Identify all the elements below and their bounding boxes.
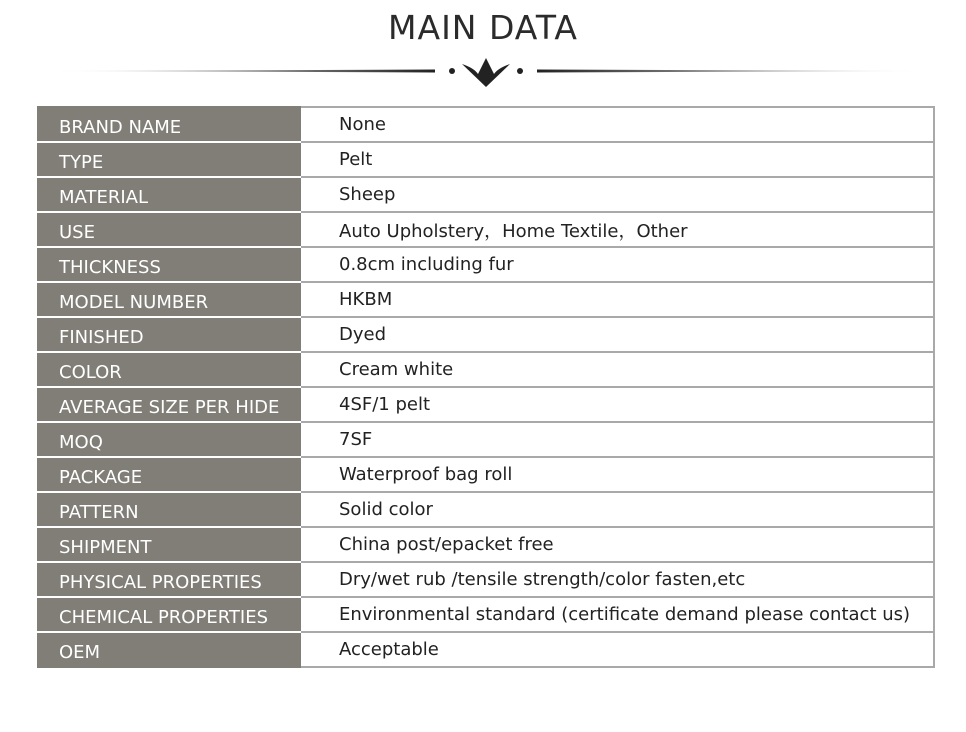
spec-label: TYPE [38,142,301,177]
divider-dot-right [517,68,523,74]
table-row [38,317,934,352]
spec-value: 0.8cm including fur [301,247,934,282]
spec-value: Solid color [301,492,934,527]
spec-value: None [301,107,934,142]
spec-label: MODEL NUMBER [38,282,301,317]
table-row [38,352,934,387]
table-row [38,562,934,597]
spec-value: 7SF [301,422,934,457]
table-row [38,492,934,527]
page-title: MAIN DATA [388,8,578,47]
spec-label: OEM [38,632,301,667]
table-row [38,247,934,282]
table-row [38,597,934,632]
spec-value: Pelt [301,142,934,177]
spec-label: USE [38,212,301,247]
table-row [38,632,934,667]
table-row [38,527,934,562]
spec-value: HKBM [301,282,934,317]
spec-label: CHEMICAL PROPERTIES [38,597,301,632]
spec-label: BRAND NAME [38,107,301,142]
spec-value: Auto Upholstery，Home Textile，Other [301,212,934,247]
spec-value: China post/epacket free [301,527,934,562]
spec-value: Dry/wet rub /tensile strength/color fasten,etc [301,562,934,597]
spec-label: COLOR [38,352,301,387]
spec-label: FINISHED [38,317,301,352]
spec-label: SHIPMENT [38,527,301,562]
spec-value: Sheep [301,177,934,212]
spec-label: MATERIAL [38,177,301,212]
spec-value: Dyed [301,317,934,352]
divider-dot-left [449,68,455,74]
spec-value: Cream white [301,352,934,387]
table-row [38,177,934,212]
spec-label: PHYSICAL PROPERTIES [38,562,301,597]
table-row [38,457,934,492]
spec-value: Acceptable [301,632,934,667]
table-row [38,282,934,317]
spec-label: THICKNESS [38,247,301,282]
table-row [38,387,934,422]
spec-value: Environmental standard (certificate demand please contact us) [301,597,934,632]
spec-label: PACKAGE [38,457,301,492]
spec-label: AVERAGE SIZE PER HIDE [38,387,301,422]
divider-line-left [50,70,435,73]
spec-label: PATTERN [38,492,301,527]
table-row [38,212,934,247]
spec-value: 4SF/1 pelt [301,387,934,422]
title-divider [50,52,920,92]
table-row [38,142,934,177]
table-row [38,422,934,457]
spec-label: MOQ [38,422,301,457]
chevron-down-icon [462,58,510,87]
spec-table [37,106,935,668]
divider-line-right [537,70,920,73]
spec-value: Waterproof bag roll [301,457,934,492]
table-row [38,107,934,142]
